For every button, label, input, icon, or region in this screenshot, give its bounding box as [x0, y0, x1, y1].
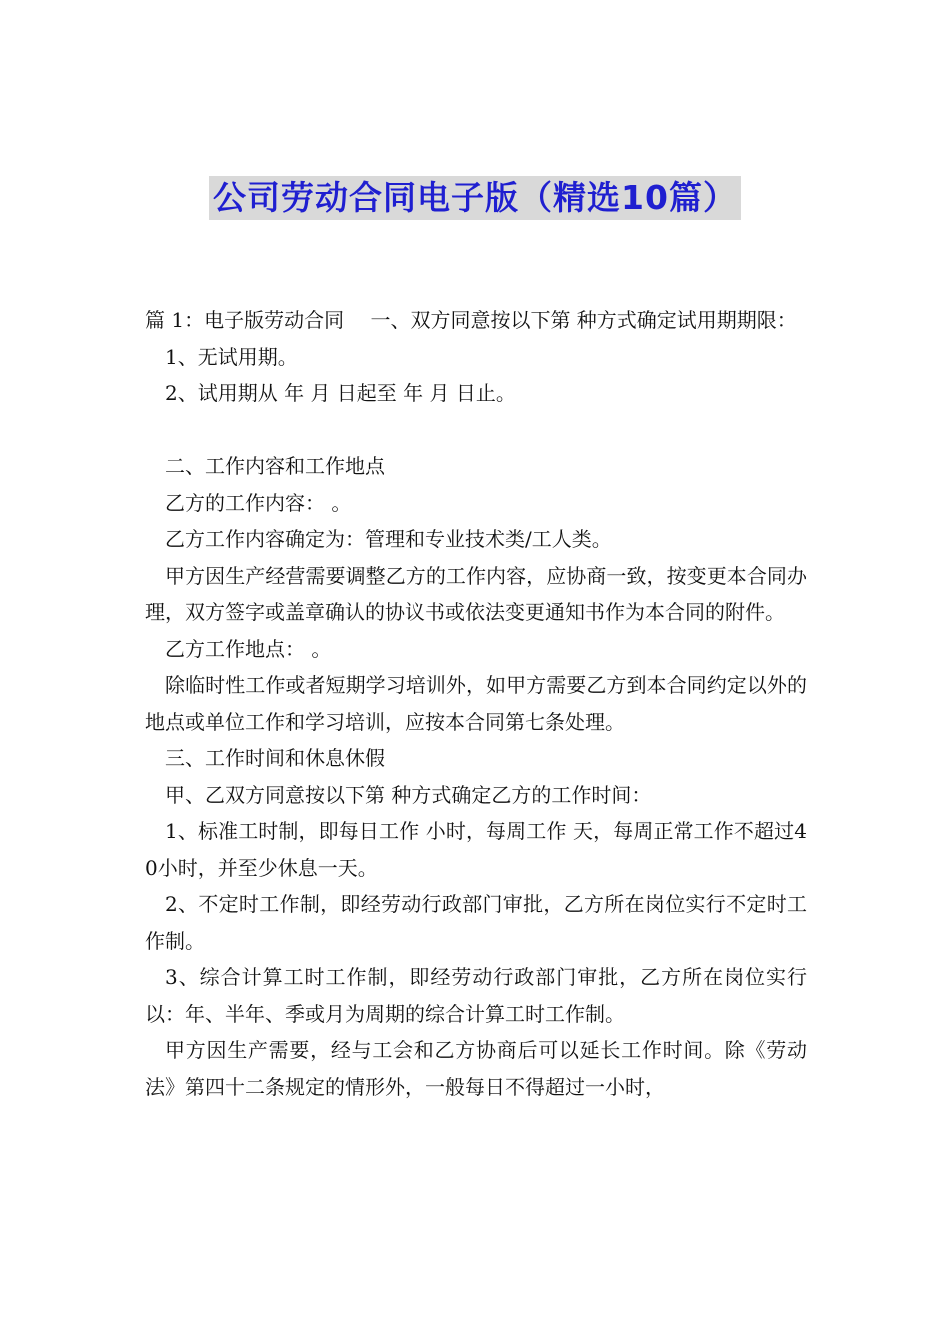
- paragraph: 1、无试用期。: [165, 344, 298, 369]
- paragraph: 2、试用期从 年 月 日起至 年 月 日止。: [165, 381, 516, 405]
- document-body: [145, 302, 807, 1105]
- title-wrap: [0, 176, 950, 220]
- paragraph: 甲方因生产经营需要调整乙方的工作内容，应协商一致，按变更本合同办理，双方签字或盖章确认的协议书或依法变更通知书作为本合同的附件。: [145, 563, 807, 624]
- paragraph: 篇 1：电子版劳动合同 一、双方同意按以下第 种方式确定试用期期限：: [145, 308, 797, 332]
- paragraph: 2、不定时工作制，即经劳动行政部门审批，乙方所在岗位实行不定时工作制。: [145, 892, 807, 953]
- paragraph: 甲方因生产需要，经与工会和乙方协商后可以延长工作时间。除《劳动法》第四十二条规定的情形外，一般每日不得超过一小时，: [145, 1038, 807, 1099]
- paragraph: 除临时性工作或者短期学习培训外，如甲方需要乙方到本合同约定以外的地点或单位工作和学习培训，应按本合同第七条处理。: [145, 673, 807, 734]
- paragraph: 二、工作内容和工作地点: [165, 454, 385, 478]
- paragraph: 乙方的工作内容： 。: [165, 490, 352, 515]
- paragraph: 1、标准工时制，即每日工作 小时，每周工作 天，每周正常工作不超过40小时，并至少休息一天。: [145, 819, 807, 880]
- paragraph: 3、综合计算工时工作制，即经劳动行政部门审批，乙方所在岗位实行以：年、半年、季或月为周期的综合计算工时工作制。: [145, 965, 807, 1026]
- paragraph: 乙方工作地点： 。: [165, 636, 332, 661]
- paragraph: 乙方工作内容确定为：管理和专业技术类/工人类。: [165, 527, 612, 551]
- paragraph: 甲、乙双方同意按以下第 种方式确定乙方的工作时间：: [165, 782, 652, 807]
- paragraph: 三、工作时间和休息休假: [165, 746, 385, 770]
- document-title: 公司劳动合同电子版（精选10篇）: [209, 176, 741, 220]
